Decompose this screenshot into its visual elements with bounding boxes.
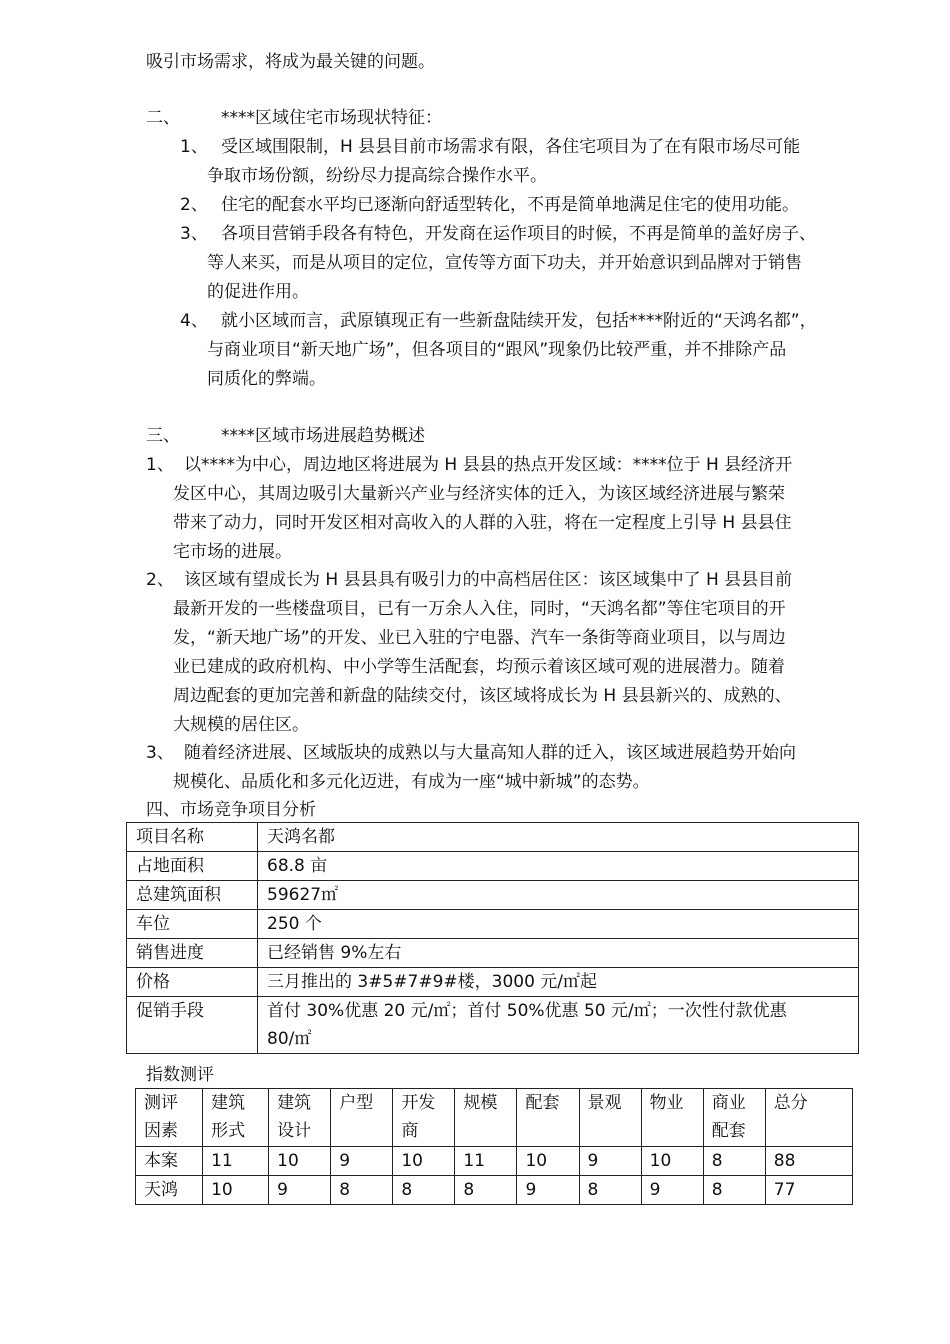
item-line: 大规模的居住区。 bbox=[173, 715, 309, 735]
table-row bbox=[127, 881, 859, 910]
header-cell: 景观 bbox=[579, 1089, 641, 1147]
header-cell: 商业 配套 bbox=[703, 1089, 765, 1147]
row-label: 总建筑面积 bbox=[127, 881, 258, 910]
header-cell: 测评 因素 bbox=[136, 1089, 203, 1147]
table-cell: 11 bbox=[455, 1147, 517, 1176]
item-line: 随着经济进展、区域版块的成熟以与大量高知人群的迁入，该区域进展趋势开始向 bbox=[184, 743, 796, 763]
row-label: 车位 bbox=[127, 910, 258, 939]
section2-number: 二、 bbox=[146, 108, 180, 128]
item-line: 规模化、品质化和多元化迈进，有成为一座“城中新城”的态势。 bbox=[173, 772, 650, 792]
table-cell: 10 bbox=[641, 1147, 703, 1176]
item-number: 2、 bbox=[180, 195, 208, 215]
index-eval-title: 指数测评 bbox=[146, 1065, 214, 1085]
value-line: 首付 30%优惠 20 元/㎡；首付 50%优惠 50 元/㎡；一次性付款优惠 bbox=[267, 1001, 787, 1021]
table-cell: 9 bbox=[579, 1147, 641, 1176]
item-line: 的促进作用。 bbox=[207, 282, 309, 302]
table-cell: 天鸿 bbox=[136, 1176, 203, 1205]
row-value: 已经销售 9%左右 bbox=[258, 939, 859, 968]
item-line: 各项目营销手段各有特色，开发商在运作项目的时候，不再是简单的盖好房子、 bbox=[221, 224, 816, 244]
table-cell: 8 bbox=[703, 1176, 765, 1205]
header-cell: 配套 bbox=[517, 1089, 579, 1147]
table-cell: 8 bbox=[455, 1176, 517, 1205]
row-label: 销售进度 bbox=[127, 939, 258, 968]
table-cell: 11 bbox=[203, 1147, 269, 1176]
item-number: 1、 bbox=[180, 137, 208, 157]
table-cell: 10 bbox=[393, 1147, 455, 1176]
table-row bbox=[127, 968, 859, 997]
table-cell: 10 bbox=[269, 1147, 331, 1176]
item-line: 以****为中心，周边地区将进展为 H 县县的热点开发区域：****位于 H 县经济开 bbox=[184, 455, 793, 475]
table-cell: 88 bbox=[765, 1147, 852, 1176]
table-cell: 8 bbox=[393, 1176, 455, 1205]
table-row bbox=[127, 997, 859, 1054]
table-cell: 77 bbox=[765, 1176, 852, 1205]
row-label: 项目名称 bbox=[127, 823, 258, 852]
table-row bbox=[127, 823, 859, 852]
item-line: 就小区域而言，武原镇现正有一些新盘陆续开发，包括****附近的“天鸿名都”， bbox=[221, 311, 817, 331]
section2-item-1 bbox=[180, 133, 800, 191]
index-eval-table bbox=[135, 1088, 853, 1205]
item-number: 3、 bbox=[180, 224, 208, 244]
section2-item-2 bbox=[180, 191, 799, 220]
section3-number: 三、 bbox=[146, 426, 180, 446]
header-cell: 总分 bbox=[765, 1089, 852, 1147]
row-value: 250 个 bbox=[258, 910, 859, 939]
item-line: 该区域有望成长为 H 县县具有吸引力的中高档居住区：该区域集中了 H 县县目前 bbox=[184, 570, 793, 590]
table-cell: 9 bbox=[517, 1176, 579, 1205]
item-line: 受区域围限制，H 县县目前市场需求有限，各住宅项目为了在有限市场尽可能 bbox=[221, 137, 801, 157]
item-line: 业已建成的政府机构、中小学等生活配套，均预示着该区域可观的进展潜力。随着 bbox=[173, 657, 785, 677]
table-cell: 9 bbox=[331, 1147, 393, 1176]
table-row bbox=[136, 1147, 853, 1176]
table-cell: 8 bbox=[579, 1176, 641, 1205]
item-line: 与商业项目“新天地广场”，但各项目的“跟风”现象仍比较严重，并不排除产品 bbox=[207, 340, 787, 360]
project-info-table bbox=[126, 822, 859, 1054]
item-line: 带来了动力，同时开发区相对高收入的人群的入驻，将在一定程度上引导 H 县县住 bbox=[173, 513, 792, 533]
row-value: 59627㎡ bbox=[258, 881, 859, 910]
header-cell: 开发 商 bbox=[393, 1089, 455, 1147]
row-value: 三月推出的 3#5#7#9#楼，3000 元/㎡起 bbox=[258, 968, 859, 997]
table-cell: 10 bbox=[517, 1147, 579, 1176]
item-line: 发，“新天地广场”的开发、业已入驻的宁电器、汽车一条街等商业项目，以与周边 bbox=[173, 628, 786, 648]
section3-item-1 bbox=[146, 451, 792, 567]
item-number: 2、 bbox=[146, 570, 174, 590]
table-row bbox=[127, 910, 859, 939]
table-cell: 9 bbox=[641, 1176, 703, 1205]
item-number: 3、 bbox=[146, 743, 174, 763]
section2-item-3 bbox=[180, 220, 816, 307]
item-line: 住宅的配套水平均已逐渐向舒适型转化，不再是简单地满足住宅的使用功能。 bbox=[221, 195, 799, 215]
header-cell: 建筑 设计 bbox=[269, 1089, 331, 1147]
header-cell: 物业 bbox=[641, 1089, 703, 1147]
table-cell: 本案 bbox=[136, 1147, 203, 1176]
row-value: 68.8 亩 bbox=[258, 852, 859, 881]
header-cell: 规模 bbox=[455, 1089, 517, 1147]
header-cell: 建筑 形式 bbox=[203, 1089, 269, 1147]
table-header-row bbox=[136, 1089, 853, 1147]
row-value bbox=[258, 997, 859, 1054]
table-row bbox=[136, 1176, 853, 1205]
row-label: 价格 bbox=[127, 968, 258, 997]
table-cell: 10 bbox=[203, 1176, 269, 1205]
item-number: 4、 bbox=[180, 311, 208, 331]
table-row bbox=[127, 939, 859, 968]
value-line: 80/㎡ bbox=[267, 1029, 312, 1049]
item-line: 周边配套的更加完善和新盘的陆续交付，该区域将成长为 H 县县新兴的、成熟的、 bbox=[173, 686, 792, 706]
item-line: 发区中心，其周边吸引大量新兴产业与经济实体的迁入，为该区域经济进展与繁荣 bbox=[173, 484, 785, 504]
table-cell: 8 bbox=[331, 1176, 393, 1205]
row-value: 天鸿名都 bbox=[258, 823, 859, 852]
section2-item-4 bbox=[180, 307, 817, 394]
header-cell: 户型 bbox=[331, 1089, 393, 1147]
table-cell: 8 bbox=[703, 1147, 765, 1176]
table-cell: 9 bbox=[269, 1176, 331, 1205]
section2-title: ****区域住宅市场现状特征： bbox=[221, 108, 442, 128]
row-label: 促销手段 bbox=[127, 997, 258, 1054]
item-line: 争取市场份额，纷纷尽力提高综合操作水平。 bbox=[207, 166, 547, 186]
item-line: 同质化的弊端。 bbox=[207, 369, 326, 389]
section4-title: 四、市场竞争项目分析 bbox=[146, 800, 316, 820]
item-line: 宅市场的进展。 bbox=[173, 542, 292, 562]
intro-tail-text: 吸引市场需求，将成为最关键的问题。 bbox=[146, 52, 435, 72]
item-number: 1、 bbox=[146, 455, 174, 475]
table-row bbox=[127, 852, 859, 881]
item-line: 最新开发的一些楼盘项目，已有一万余人入住，同时，“天鸿名都”等住宅项目的开 bbox=[173, 599, 786, 619]
item-line: 等人来买，而是从项目的定位，宣传等方面下功夫，并开始意识到品牌对于销售 bbox=[207, 253, 802, 273]
section3-item-2 bbox=[146, 566, 792, 740]
row-label: 占地面积 bbox=[127, 852, 258, 881]
section3-item-3 bbox=[146, 739, 796, 797]
section3-title: ****区域市场进展趋势概述 bbox=[221, 426, 425, 446]
